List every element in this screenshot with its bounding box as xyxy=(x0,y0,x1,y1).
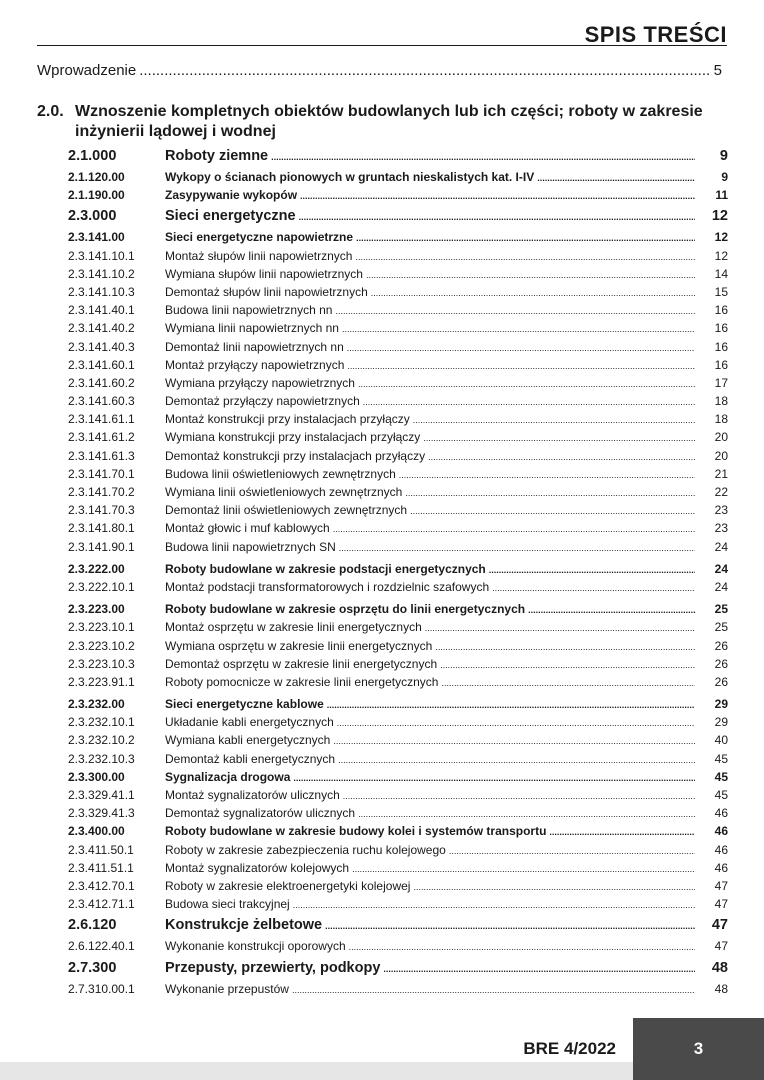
dot-leader xyxy=(399,470,695,480)
dot-leader xyxy=(337,718,695,728)
toc-entry[interactable] xyxy=(68,639,728,657)
toc-entry[interactable] xyxy=(68,861,728,879)
toc-entry[interactable] xyxy=(68,430,728,448)
toc-entry[interactable] xyxy=(68,267,728,285)
toc-entry[interactable] xyxy=(68,449,728,467)
toc-entry[interactable] xyxy=(68,358,728,376)
dot-leader xyxy=(428,452,695,462)
toc-entry-page: 26 xyxy=(714,674,728,689)
dot-leader xyxy=(449,846,695,856)
section-number: 2.0. xyxy=(37,103,64,120)
toc-entry-label: Roboty budowlane w zakresie podstacji energetycznych xyxy=(165,561,486,576)
dot-leader xyxy=(425,623,695,633)
toc-entry[interactable] xyxy=(68,733,728,751)
dot-leader xyxy=(413,882,695,892)
footer-journal-issue: BRE 4/2022 xyxy=(523,1039,616,1058)
dot-leader xyxy=(333,736,695,746)
toc-entry[interactable] xyxy=(68,540,728,558)
toc-entry-page: 24 xyxy=(714,561,728,576)
toc-entry-page: 45 xyxy=(714,769,728,784)
dot-leader xyxy=(441,678,695,688)
toc-entry-label: Sygnalizacja drogowa xyxy=(165,769,291,784)
dot-leader xyxy=(356,233,695,243)
dot-leader xyxy=(335,306,695,316)
toc-entry-label: Budowa linii oświetleniowych zewnętrznych xyxy=(165,466,396,481)
toc-entry[interactable] xyxy=(68,170,728,188)
dot-leader xyxy=(440,660,695,670)
toc-entry-page: 47 xyxy=(711,917,728,934)
dot-leader xyxy=(300,191,695,201)
toc-entry-label: Sieci energetyczne xyxy=(165,208,296,225)
toc-entry-label: Wymiana osprzętu w zakresie linii energetycznych xyxy=(165,638,433,653)
dot-leader xyxy=(435,642,695,652)
toc-entry-label: Zasypywanie wykopów xyxy=(165,188,298,203)
toc-entry-page: 45 xyxy=(714,788,728,802)
toc-entry-code: 2.6.122.40.1 xyxy=(68,939,135,954)
toc-entry-code: 2.3.141.61.2 xyxy=(68,430,135,445)
toc-entry-page: 16 xyxy=(714,303,728,318)
toc-entry-page: 23 xyxy=(714,503,728,518)
toc-entry-code: 2.3.141.40.2 xyxy=(68,321,135,336)
toc-entry-code: 2.3.329.41.3 xyxy=(68,806,135,821)
toc-entry-code: 2.3.141.70.2 xyxy=(68,485,135,499)
toc-entry-page: 18 xyxy=(714,394,728,409)
toc-entry-page: 40 xyxy=(714,733,728,748)
dot-leader xyxy=(423,433,695,443)
toc-entry-label: Demontaż sygnalizatorów ulicznych xyxy=(165,806,356,821)
toc-entry-page: 16 xyxy=(714,339,728,354)
dot-leader xyxy=(352,864,695,874)
toc-entry-code: 2.3.223.91.1 xyxy=(68,674,135,689)
toc-entry-page: 9 xyxy=(721,170,728,184)
toc-entry-label: Demontaż linii napowietrznych nn xyxy=(165,339,344,354)
toc-entry-code: 2.3.329.41.1 xyxy=(68,788,135,802)
toc-entry-page: 12 xyxy=(714,230,728,245)
toc-entry[interactable] xyxy=(68,148,728,170)
toc-entry-label: Roboty pomocnicze w zakresie linii energetycznych xyxy=(165,674,439,689)
toc-entry-page: 12 xyxy=(711,208,728,225)
dot-leader xyxy=(347,361,695,371)
toc-entry-code: 2.3.141.10.3 xyxy=(68,284,135,299)
toc-entry-label: Wymiana linii oświetleniowych zewnętrznych xyxy=(165,485,403,499)
toc-entry-code: 2.3.141.70.1 xyxy=(68,466,135,481)
dot-leader xyxy=(383,964,695,974)
toc-entry-page: 16 xyxy=(714,321,728,336)
toc-entry-code: 2.3.232.10.2 xyxy=(68,733,135,748)
toc-entry-page: 26 xyxy=(714,638,728,653)
toc-entry[interactable] xyxy=(68,580,728,598)
toc-entry-label: Roboty budowlane w zakresie budowy kolei i systemów transportu xyxy=(165,824,547,839)
toc-entry[interactable] xyxy=(68,960,728,982)
toc-entry-label: Sieci energetyczne napowietrzne xyxy=(165,230,354,245)
toc-entry-page: 46 xyxy=(714,842,728,857)
toc-entry-label: Roboty w zakresie elektroenergetyki kolejowej xyxy=(165,878,411,893)
toc-entry-code: 2.3.223.10.3 xyxy=(68,656,135,671)
toc-entry[interactable] xyxy=(68,697,728,715)
toc-entry-code: 2.1.190.00 xyxy=(68,188,125,203)
toc-entry-code: 2.3.000 xyxy=(68,208,117,225)
toc-entry-code: 2.3.400.00 xyxy=(68,824,125,839)
toc-entry[interactable] xyxy=(68,485,728,503)
toc-entry-page: 45 xyxy=(714,751,728,766)
toc-entry-code: 2.3.232.00 xyxy=(68,697,125,712)
toc-entry[interactable] xyxy=(68,770,728,788)
toc-entry-code: 2.3.411.51.1 xyxy=(68,860,134,875)
toc-entry-code: 2.1.000 xyxy=(68,148,117,164)
toc-entry-page: 47 xyxy=(714,878,728,893)
header-rule xyxy=(37,45,727,46)
toc-entry-label: Wymiana słupów linii napowietrznych xyxy=(165,266,363,281)
toc-entry-label: Demontaż przyłączy napowietrznych xyxy=(165,394,360,409)
toc-entry-label: Wymiana kabli energetycznych xyxy=(165,733,331,748)
toc-list xyxy=(68,146,728,1000)
dot-leader xyxy=(338,755,695,765)
toc-entry-page: 16 xyxy=(714,357,728,372)
toc-entry-page: 15 xyxy=(714,284,728,299)
dot-leader xyxy=(293,773,695,783)
toc-entry-label: Montaż sygnalizatorów ulicznych xyxy=(165,788,340,802)
footer-page-number: 3 xyxy=(633,1018,764,1080)
toc-entry[interactable] xyxy=(68,939,728,957)
toc-entry[interactable] xyxy=(68,897,728,915)
toc-entry-label: Montaż osprzętu w zakresie linii energetycznych xyxy=(165,620,422,635)
toc-entry-page: 20 xyxy=(714,430,728,445)
toc-entry[interactable] xyxy=(68,879,728,897)
toc-entry-code: 2.3.141.10.1 xyxy=(68,248,135,263)
toc-entry[interactable] xyxy=(68,788,728,806)
toc-entry[interactable] xyxy=(68,715,728,733)
toc-entry-page: 24 xyxy=(714,539,728,554)
toc-entry[interactable] xyxy=(68,503,728,521)
dot-leader xyxy=(327,700,695,710)
toc-entry-label: Sieci energetyczne kablowe xyxy=(165,697,324,712)
toc-entry-page: 46 xyxy=(714,806,728,821)
toc-entry-label: Układanie kabli energetycznych xyxy=(165,715,334,730)
toc-entry[interactable] xyxy=(68,285,728,303)
dot-leader xyxy=(339,543,695,553)
toc-entry-page: 24 xyxy=(714,579,728,594)
dot-leader xyxy=(349,942,695,952)
toc-entry-code: 2.3.412.70.1 xyxy=(68,878,135,893)
toc-entry[interactable] xyxy=(68,806,728,824)
toc-entry-page: 22 xyxy=(714,485,728,499)
dot-leader xyxy=(293,900,695,910)
toc-entry[interactable] xyxy=(68,208,728,230)
dot-leader xyxy=(366,270,695,280)
toc-entry-label: Wymiana konstrukcji przy instalacjach przyłączy xyxy=(165,430,421,445)
toc-entry-page: 29 xyxy=(714,697,728,712)
dot-leader xyxy=(410,506,695,516)
dot-leader xyxy=(343,791,695,801)
toc-entry-code: 2.3.141.61.3 xyxy=(68,448,135,463)
toc-entry[interactable] xyxy=(68,412,728,430)
toc-entry-page: 48 xyxy=(711,959,728,976)
toc-entry-label: Montaż przyłączy napowietrznych xyxy=(165,357,345,372)
dot-leader xyxy=(363,397,695,407)
toc-entry-code: 2.3.223.10.1 xyxy=(68,620,135,635)
dot-leader xyxy=(139,62,710,79)
toc-entry[interactable] xyxy=(68,321,728,339)
toc-entry-page: 21 xyxy=(714,466,728,481)
toc-entry-page: 11 xyxy=(715,188,728,203)
toc-intro-row[interactable] xyxy=(37,62,722,79)
toc-entry[interactable] xyxy=(68,467,728,485)
toc-entry-label: Budowa sieci trakcyjnej xyxy=(165,897,290,912)
toc-entry-page: 23 xyxy=(714,521,728,536)
toc-entry-label: Wykonanie konstrukcji oporowych xyxy=(165,939,346,954)
toc-entry-label: Montaż głowic i muf kablowych xyxy=(165,521,330,536)
toc-entry-label: Przepusty, przewierty, podkopy xyxy=(165,959,381,976)
toc-entry-label: Demontaż osprzętu w zakresie linii energetycznych xyxy=(165,656,438,671)
toc-entry[interactable] xyxy=(68,602,728,620)
toc-entry-label: Budowa linii napowietrznych nn xyxy=(165,303,333,318)
dot-leader xyxy=(347,343,695,353)
toc-entry-page: 14 xyxy=(714,266,728,281)
dot-leader xyxy=(405,488,695,498)
toc-entry-page: 47 xyxy=(714,897,728,912)
toc-entry-code: 2.3.411.50.1 xyxy=(68,842,134,857)
toc-entry-label: Budowa linii napowietrznych SN xyxy=(165,539,336,554)
toc-entry-label: Demontaż linii oświetleniowych zewnętrznych xyxy=(165,503,408,518)
toc-entry-code: 2.3.222.00 xyxy=(68,561,125,576)
dot-leader xyxy=(358,809,695,819)
toc-entry-label: Roboty budowlane w zakresie osprzętu do linii energetycznych xyxy=(165,602,526,617)
toc-entry[interactable] xyxy=(68,620,728,638)
toc-entry-code: 2.6.120 xyxy=(68,917,117,934)
toc-entry[interactable] xyxy=(68,843,728,861)
dot-leader xyxy=(371,288,695,298)
toc-entry-label: Wymiana linii napowietrznych nn xyxy=(165,321,339,336)
toc-entry-label: Montaż podstacji transformatorowych i rozdzielnic szafowych xyxy=(165,579,490,594)
toc-entry-label: Montaż słupów linii napowietrznych xyxy=(165,248,353,263)
toc-entry-page: 25 xyxy=(714,620,728,635)
toc-entry[interactable] xyxy=(68,752,728,770)
toc-intro-page: 5 xyxy=(713,62,722,79)
toc-entry[interactable] xyxy=(68,917,728,939)
toc-entry-code: 2.3.141.80.1 xyxy=(68,521,135,536)
toc-entry[interactable] xyxy=(68,824,728,842)
toc-entry-code: 2.3.222.10.1 xyxy=(68,579,135,594)
toc-entry-label: Wykonanie przepustów xyxy=(165,981,289,996)
toc-entry-code: 2.3.141.70.3 xyxy=(68,503,135,518)
toc-entry-page: 46 xyxy=(714,824,728,839)
dot-leader xyxy=(299,212,695,222)
dot-leader xyxy=(549,827,695,837)
section-title: Wznoszenie kompletnych obiektów budowlanych lub ich części; roboty w zakresie inżynierii lądowej i wodnej xyxy=(75,103,703,140)
toc-entry-code: 2.3.223.00 xyxy=(68,602,125,617)
dot-leader xyxy=(271,152,695,162)
toc-entry-page: 46 xyxy=(714,860,728,875)
toc-entry-code: 2.3.141.61.1 xyxy=(68,412,135,427)
toc-entry[interactable] xyxy=(68,340,728,358)
dot-leader xyxy=(342,324,695,334)
toc-entry-code: 2.3.232.10.3 xyxy=(68,751,135,766)
toc-entry-code: 2.3.300.00 xyxy=(68,769,125,784)
toc-entry-code: 2.3.141.90.1 xyxy=(68,539,135,554)
toc-entry[interactable] xyxy=(68,657,728,675)
toc-entry-label: Montaż sygnalizatorów kolejowych xyxy=(165,860,350,875)
toc-entry-label: Roboty w zakresie zabezpieczenia ruchu kolejowego xyxy=(165,842,446,857)
toc-entry-page: 47 xyxy=(714,939,728,954)
toc-entry-code: 2.3.412.71.1 xyxy=(68,897,135,912)
toc-entry-page: 12 xyxy=(714,248,728,263)
dot-leader xyxy=(333,524,695,534)
toc-entry-code: 2.7.300 xyxy=(68,959,117,976)
section-heading xyxy=(37,102,704,142)
toc-entry-label: Demontaż kabli energetycznych xyxy=(165,751,336,766)
toc-entry[interactable] xyxy=(68,376,728,394)
toc-entry[interactable] xyxy=(68,675,728,693)
toc-entry[interactable] xyxy=(68,249,728,267)
toc-entry[interactable] xyxy=(68,394,728,412)
toc-entry-code: 2.3.141.40.1 xyxy=(68,303,135,318)
toc-entry[interactable] xyxy=(68,188,728,206)
toc-entry-code: 2.3.232.10.1 xyxy=(68,715,135,730)
toc-entry-label: Wykopy o ścianach pionowych w gruntach nieskalistych kat. I-IV xyxy=(165,170,535,184)
dot-leader xyxy=(413,415,695,425)
toc-entry-label: Roboty ziemne xyxy=(165,148,269,164)
toc-entry-page: 25 xyxy=(714,602,728,617)
toc-entry-code: 2.3.141.40.3 xyxy=(68,339,135,354)
dot-leader xyxy=(492,583,695,593)
dot-leader xyxy=(292,985,695,995)
toc-entry-code: 2.3.141.00 xyxy=(68,230,125,245)
toc-entry-code: 2.7.310.00.1 xyxy=(68,981,135,996)
toc-entry-label: Demontaż konstrukcji przy instalacjach przyłączy xyxy=(165,448,426,463)
toc-entry[interactable] xyxy=(68,982,728,1000)
toc-entry[interactable] xyxy=(68,562,728,580)
toc-entry-code: 2.1.120.00 xyxy=(68,170,125,184)
toc-entry[interactable] xyxy=(68,521,728,539)
toc-entry-page: 29 xyxy=(714,715,728,730)
toc-entry-code: 2.3.223.10.2 xyxy=(68,638,135,653)
toc-entry-page: 17 xyxy=(714,375,728,390)
toc-entry-label: Demontaż słupów linii napowietrznych xyxy=(165,284,368,299)
toc-entry[interactable] xyxy=(68,303,728,321)
toc-entry-label: Konstrukcje żelbetowe xyxy=(165,917,323,934)
toc-entry-label: Montaż konstrukcji przy instalacjach przyłączy xyxy=(165,412,410,427)
toc-entry-code: 2.3.141.60.1 xyxy=(68,357,135,372)
dot-leader xyxy=(489,565,695,575)
toc-intro-label: Wprowadzenie xyxy=(37,62,137,79)
dot-leader xyxy=(358,379,695,389)
toc-entry-label: Wymiana przyłączy napowietrznych xyxy=(165,375,355,390)
toc-entry-page: 26 xyxy=(714,656,728,671)
toc-entry-page: 48 xyxy=(714,981,728,996)
dot-leader xyxy=(528,605,695,615)
toc-entry-code: 2.3.141.10.2 xyxy=(68,266,135,281)
toc-entry-code: 2.3.141.60.2 xyxy=(68,375,135,390)
toc-entry-code: 2.3.141.60.3 xyxy=(68,394,135,409)
toc-entry[interactable] xyxy=(68,230,728,248)
page-header-title: SPIS TREŚCI xyxy=(584,22,727,47)
toc-entry-page: 9 xyxy=(719,148,728,164)
toc-entry-page: 20 xyxy=(714,448,728,463)
dot-leader xyxy=(537,173,695,183)
dot-leader xyxy=(355,252,695,262)
toc-entry-page: 18 xyxy=(714,412,728,427)
dot-leader xyxy=(325,921,695,931)
